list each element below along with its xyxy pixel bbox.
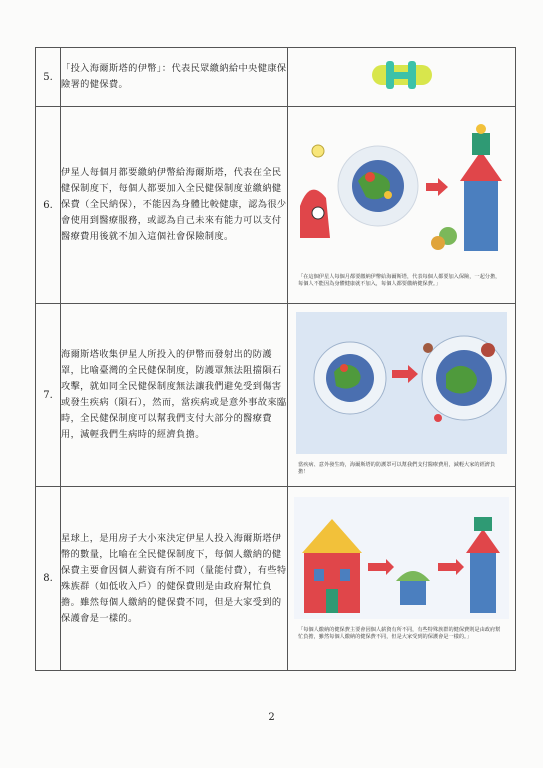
row-text: 伊星人每個月都要繳納伊幣給海爾斯塔，代表在全民健保制度下，每個人都要加入全民健保制度並繳納健保費（全民納保），不能因為身體比較健康，認為很少會使用到醫療服務，或認為自己未來有能力可以支付醫療費用後就不加入這個社會保險制度。 (61, 107, 288, 304)
illustration-caption: 「每個人繳納的健保費主要會因個人薪資有所不同，有些特殊族群的健保費則是由政府幫忙負擔，雖然每個人繳納的健保費不同，但是大家受到的保護會是一樣的。」 (298, 627, 501, 640)
row-number: 8. (36, 487, 61, 671)
row-text: 星球上，是用房子大小來決定伊星人投入海爾斯塔伊幣的數量，比喻在全民健保制度下，每個人繳納的健保費主要會因個人薪資有所不同（量能付費），有些特殊族群（如低收入戶）的健保費則是由政府幫忙負擔。雖然每個人繳納的健保費不同，但是大家受到的保護會是一樣的。 (61, 487, 288, 671)
content-table (35, 47, 516, 671)
row-text: 海爾斯塔收集伊星人所投入的伊幣而發射出的防護罩，比喻臺灣的全民健保制度，防護罩無法阻擋隕石攻擊，就如同全民健保制度無法讓我們避免受到傷害或發生疾病（隕石），然而，當疾病或是意外事故來臨時，全民健保制度可以幫我們支付大部分的醫療費用，減輕我們生病時的經濟負擔。 (61, 304, 288, 487)
table-row (36, 304, 516, 487)
row-number: 7. (36, 304, 61, 487)
illustration-caption: 「在這個伊星人每個月都要繳納伊幣給海爾斯塔，代表每個人都要加入保險，一起分擔，每個人不能因為身體健康就不加入，每個人都要繳納健保費。」 (298, 274, 501, 287)
page-number: 2 (268, 712, 275, 723)
row-illustration (288, 48, 516, 107)
row-illustration (288, 304, 516, 487)
row-illustration (288, 107, 516, 304)
row-text: 「投入海爾斯塔的伊幣」：代表民眾繳納給中央健康保險署的健保費。 (61, 48, 288, 107)
table-row (36, 48, 516, 107)
shield-meteor-illustration (288, 308, 515, 458)
row-illustration (288, 487, 516, 671)
row-number: 5. (36, 48, 61, 107)
row-number: 6. (36, 107, 61, 304)
table-row (36, 107, 516, 304)
illustration-caption: 當疾病、意外發生時，海爾斯塔的防護罩可以幫我們支付醫療費用，減輕大家的經濟負擔！ (298, 462, 496, 475)
table-row (36, 487, 516, 671)
coin-illustration (288, 48, 515, 106)
houses-illustration (288, 493, 515, 623)
planet-tower-illustration (288, 111, 515, 271)
